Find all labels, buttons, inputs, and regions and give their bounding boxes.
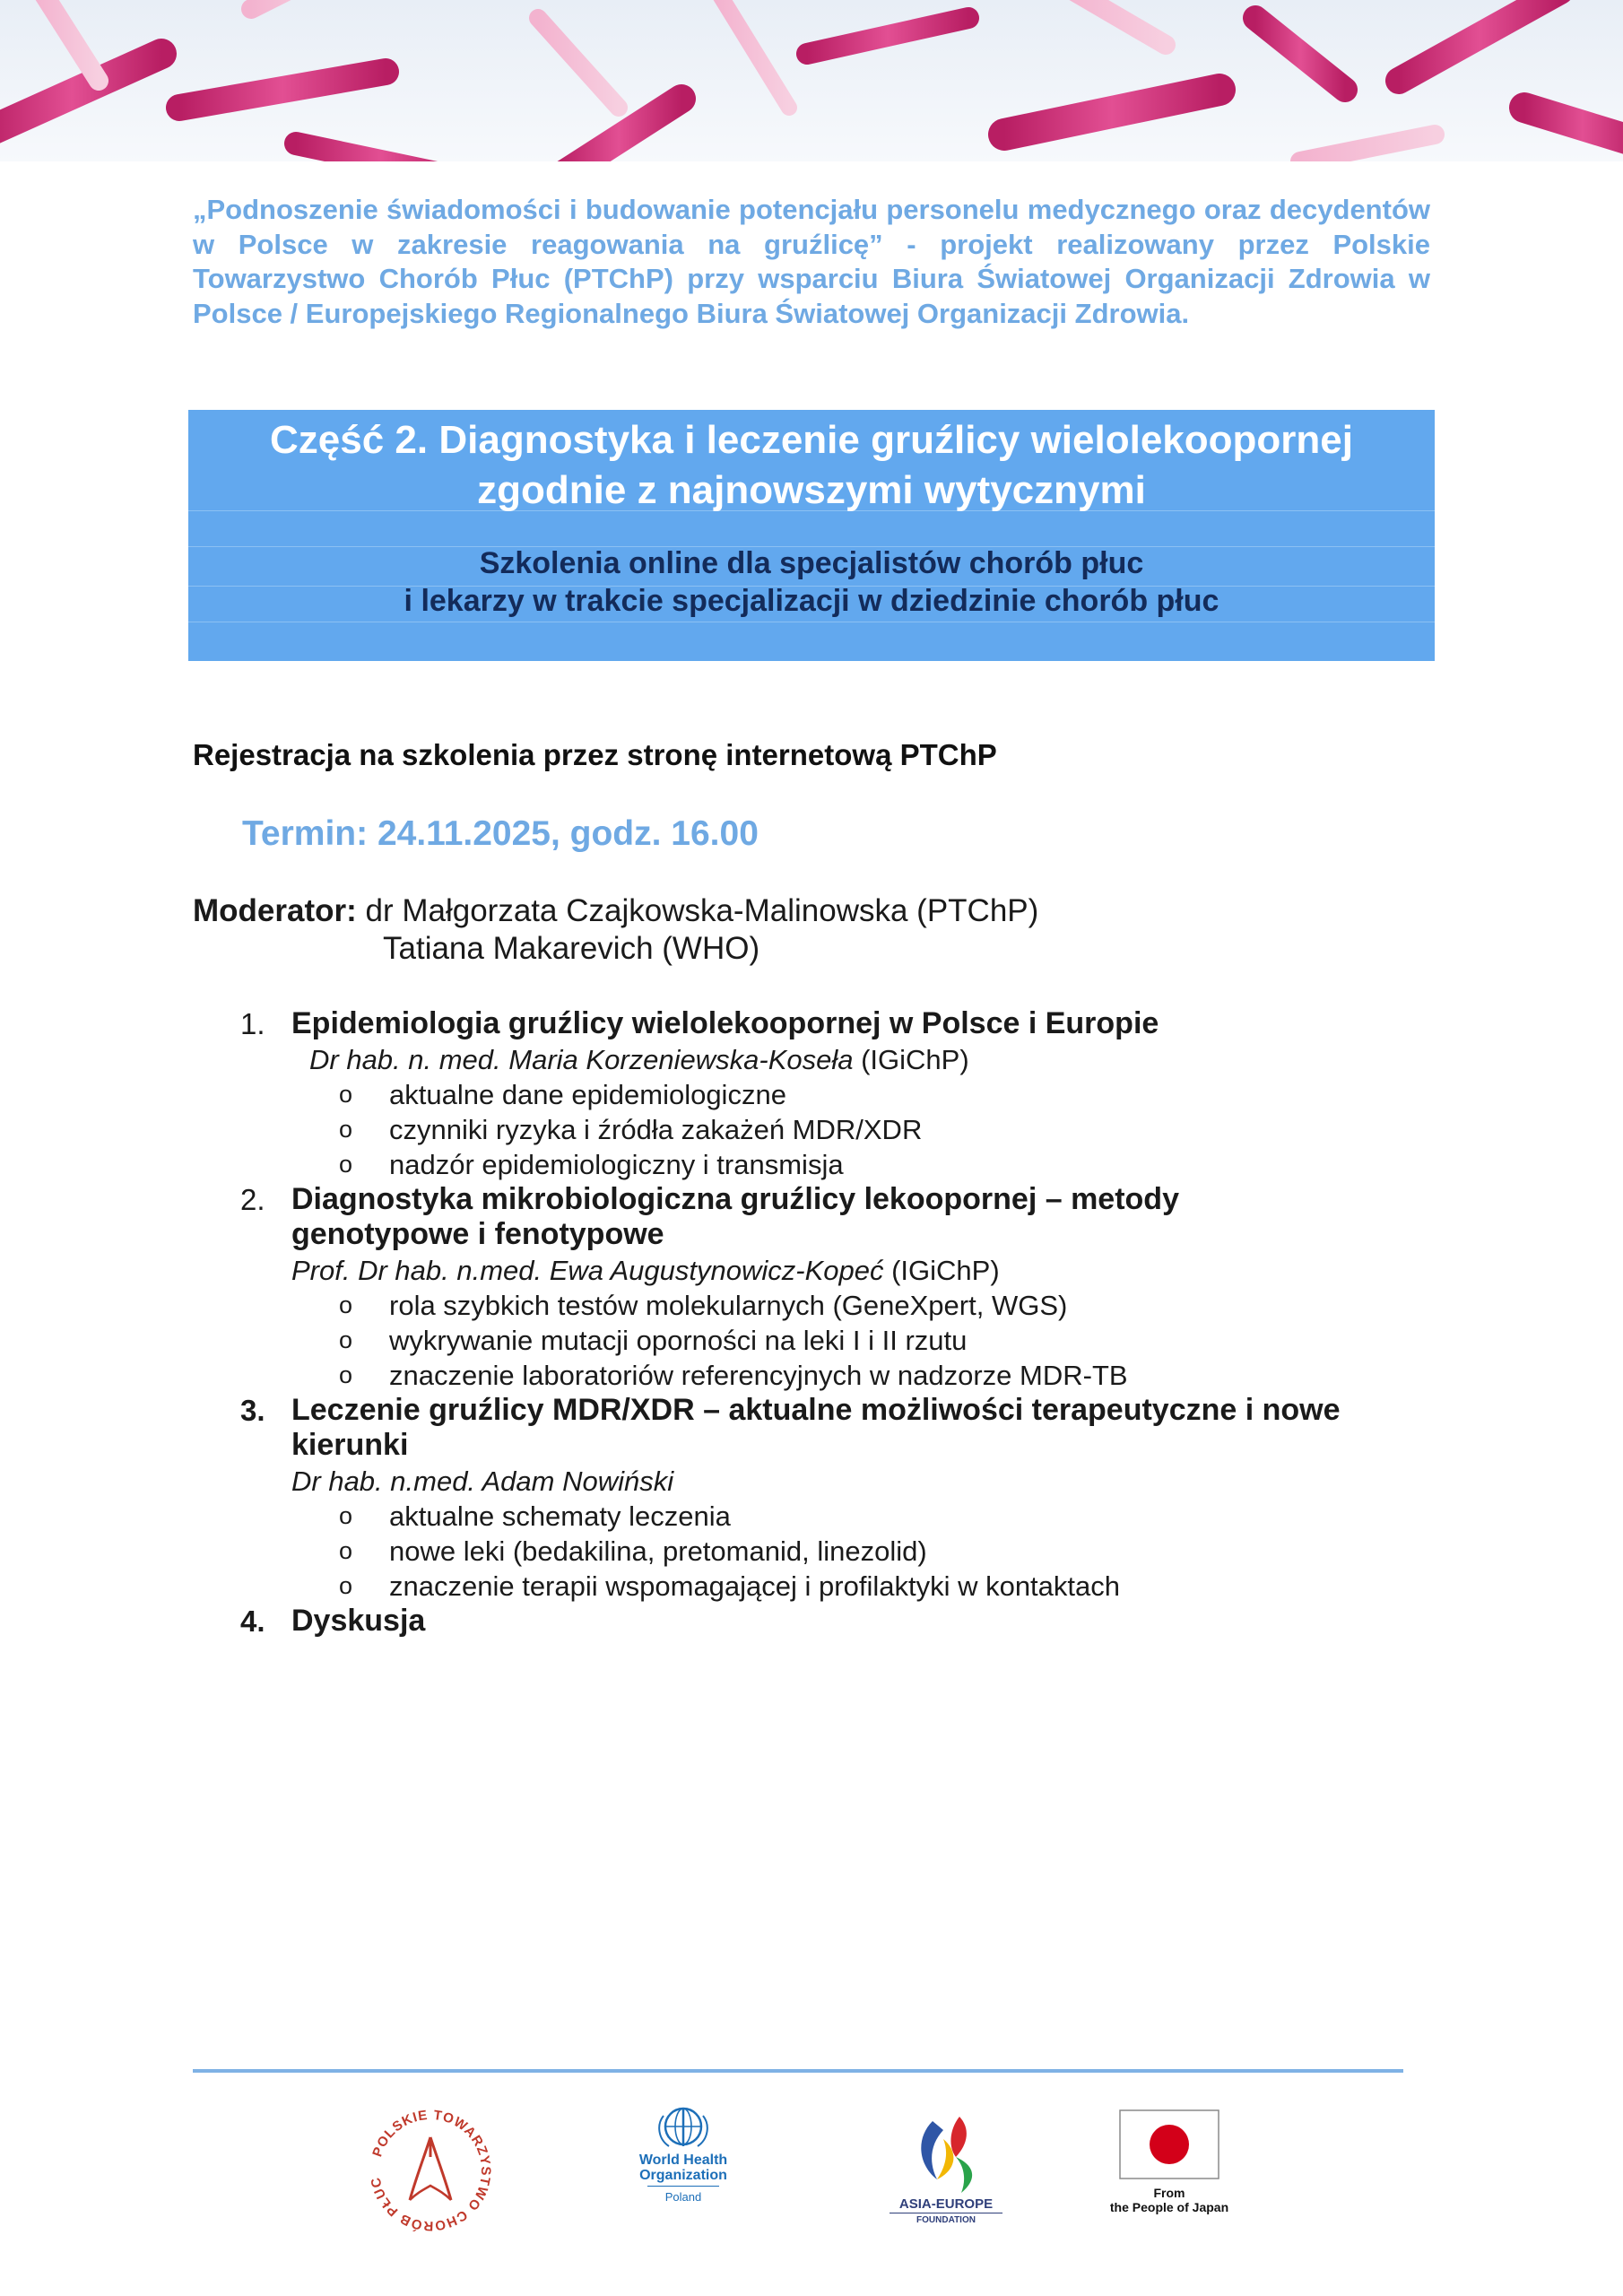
agenda-item-title: Leczenie gruźlicy MDR/XDR – aktualne możliwości terapeutyczne i nowe kierunki xyxy=(291,1392,1341,1462)
who-logo-text: World Health Organization Poland xyxy=(638,2152,728,2204)
agenda-item-topics xyxy=(0,1499,1623,1604)
event-date: Termin: 24.11.2025, godz. 16.00 xyxy=(242,814,759,853)
agenda-item-title: Dyskusja xyxy=(291,1603,426,1638)
bullet-marker: o xyxy=(339,1536,353,1564)
topic-item: o nadzór epidemiologiczny i transmisja xyxy=(339,1148,844,1180)
topic-item: o znaczenie terapii wspomagającej i profilaktyki w kontaktach xyxy=(339,1570,1121,1602)
topic-item: o wykrywanie mutacji oporności na leki I i II rzutu xyxy=(339,1324,968,1356)
topic-item: o znaczenie laboratoriów referencyjnych w nadzorze MDR-TB xyxy=(339,1359,1128,1391)
speaker-affiliation: (IGiChP) xyxy=(853,1043,969,1075)
bullet-marker: o xyxy=(339,1291,353,1318)
topic-item: o nowe leki (bedakilina, pretomanid, linezolid) xyxy=(339,1535,927,1567)
registration-note: Rejestracja na szkolenia przez stronę internetową PTChP xyxy=(193,738,997,771)
japan-flag-logo xyxy=(1109,2109,1229,2214)
agenda-item xyxy=(0,1604,1623,1639)
agenda-item-title: Diagnostyka mikrobiologiczna gruźlicy lekoopornej – metody genotypowe i fenotypowe xyxy=(291,1181,1179,1251)
agenda-item-topics xyxy=(0,1288,1623,1393)
ptchp-logo-text: POLSKIE TOWARZYSTWO CHORÓB PŁUC xyxy=(368,2107,494,2234)
bullet-marker: o xyxy=(339,1115,353,1143)
agenda-item-number: 2. xyxy=(240,1182,265,1216)
ptchp-logo xyxy=(363,2103,498,2238)
title-box xyxy=(188,410,1435,661)
asef-logo-text: ASIA-EUROPE FOUNDATION xyxy=(890,2197,1002,2228)
intro-paragraph: „Podnoszenie świadomości i budowanie potencjału personelu medycznego oraz decydentów w Polsce w zakresie reagowania na gruźlicę” - projekt realizowany przez Polskie Towarzystwo Chorób Płuc (PTChP) przy wsparciu Biura Światowej Organizacji Zdrowia w Polsce / Europejskiego Regionalnego Biura Światowej Organizacji Zdrowia. xyxy=(193,194,1430,329)
speaker-name: Dr hab. n. med. Maria Korzeniewska-Koseła xyxy=(309,1043,854,1075)
subtitle-line-2: i lekarzy w trakcie specjalizacji w dziedzinie chorób płuc xyxy=(404,584,1219,618)
bullet-marker: o xyxy=(339,1326,353,1353)
agenda-item-speaker xyxy=(291,1253,1623,1288)
bullet-marker: o xyxy=(339,1080,353,1108)
bullet-marker: o xyxy=(339,1571,353,1599)
asef-logo xyxy=(897,2103,995,2225)
agenda-list xyxy=(0,1006,1623,1639)
agenda-item-speaker xyxy=(291,1464,1623,1499)
agenda-item-topics xyxy=(0,1077,1623,1182)
title-line-1: Część 2. Diagnostyka i leczenie gruźlicy wielolekoopornej xyxy=(270,418,1353,462)
moderators xyxy=(193,892,1038,968)
header-banner-image xyxy=(0,0,1623,161)
agenda-item-number: 4. xyxy=(240,1604,265,1638)
title-line-2: zgodnie z najnowszymi wytycznymi xyxy=(477,468,1146,512)
agenda-item-title: Epidemiologia gruźlicy wielolekoopornej w Polsce i Europie xyxy=(291,1006,1159,1040)
bullet-marker: o xyxy=(339,1361,353,1388)
agenda-item xyxy=(0,1006,1623,1182)
bullet-marker: o xyxy=(339,1150,353,1178)
moderator-1: dr Małgorzata Czajkowska-Malinowska (PTChP) xyxy=(356,893,1039,928)
topic-item: o rola szybkich testów molekularnych (GeneXpert, WGS) xyxy=(339,1289,1068,1321)
speaker-name: Dr hab. n.med. Adam Nowiński xyxy=(291,1465,674,1497)
speaker-name: Prof. Dr hab. n.med. Ewa Augustynowicz-Kopeć xyxy=(291,1254,884,1286)
agenda-item xyxy=(0,1393,1623,1604)
title-heading xyxy=(188,415,1435,516)
agenda-item xyxy=(0,1182,1623,1393)
who-logo xyxy=(638,2103,728,2204)
agenda-item-number: 3. xyxy=(240,1393,265,1427)
topic-item: o aktualne schematy leczenia xyxy=(339,1500,731,1532)
subtitle-line-1: Szkolenia online dla specjalistów chorób płuc xyxy=(479,546,1144,580)
moderator-2: Tatiana Makarevich (WHO) xyxy=(383,931,760,966)
topic-item: o aktualne dane epidemiologiczne xyxy=(339,1078,786,1110)
moderator-label: Moderator: xyxy=(193,893,357,928)
title-subheading xyxy=(188,544,1435,620)
footer-divider xyxy=(193,2069,1403,2073)
japan-logo-text: From the People of Japan xyxy=(1109,2186,1229,2214)
svg-text:POLSKIE TOWARZYSTWO CHORÓB PŁU xyxy=(368,2108,493,2233)
agenda-item-number: 1. xyxy=(240,1007,265,1040)
bullet-marker: o xyxy=(339,1501,353,1529)
topic-item: o czynniki ryzyka i źródła zakażeń MDR/XDR xyxy=(339,1113,923,1145)
speaker-affiliation: (IGiChP) xyxy=(883,1254,1000,1286)
agenda-item-speaker xyxy=(309,1042,1623,1077)
